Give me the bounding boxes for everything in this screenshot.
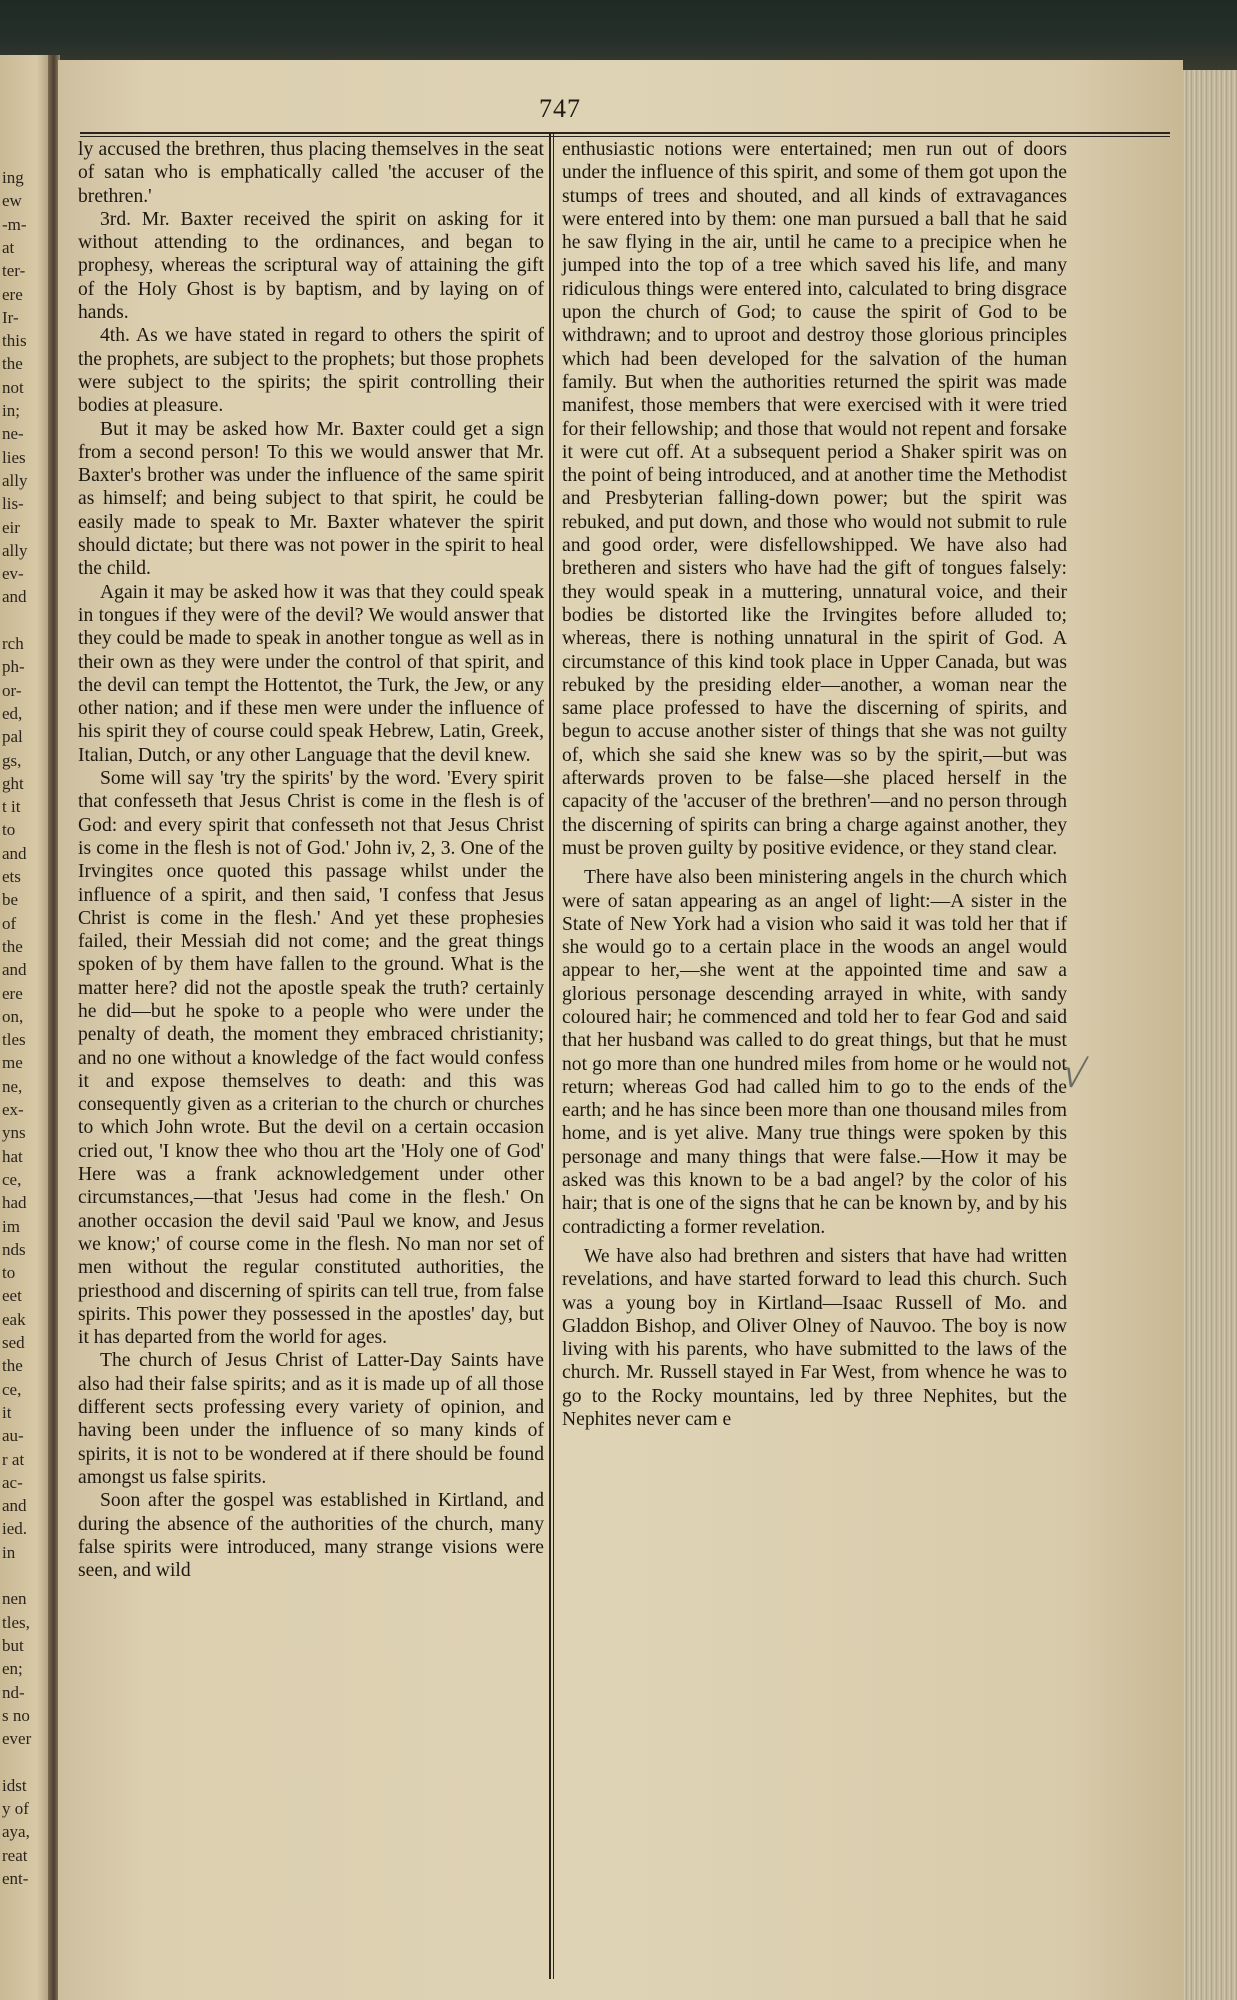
paragraph: enthusiastic notions were entertained; men run out of doors under the influence of this spirit, and some of them got upon the stumps of trees and shouted, and all kinds of extravagances were entered into by them: one man pursued a ball that he said he saw flying in the air, until he came to a precipice when he jumped into the top of a tree which saved his life, and many ridiculous things were entered into, calculated to bring disgrace upon the church of God; to cause the spirit of God to be withdrawn; and to uproot and destroy those glorious principles which had been developed for the salvation of the human family. But when the authorities returned the spirit was made manifest, those members that were exercised with it were tried for their fellowship; and those that would not repent and forsake it were cut off. At a subsequent period a Shaker spirit was on the point of being introduced, and at another time the Methodist and Presbyterian falling-down power; but the spirit was rebuked, and put down, and those who would not submit to rule and good order, were disfellowshipped. We have also had bretheren and sisters who have had the gift of tongues falsely: they would speak in a muttering, unnatural voice, and their bodies be distorted like the Irvingites before alluded to; whereas, there is nothing unnatural in the spirit of God. A circumstance of this kind took place in Upper Canada, but was rebuked by the presiding elder—another, a woman near the same place professed to have the discerning of spirits, and begun to accuse another sister of things that she was not guilty of, which she said she knew was so by the spirit,—but was afterwards proven to be false—she placed herself in the capacity of the 'accuser of the brethren'—and no person through the discerning of spirits can bring a charge against another, they must be proven guilty by positive evidence, or they stand clear. — [562, 139, 1067, 859]
facing-page-text-fragment: ied. — [2, 1519, 28, 1539]
facing-page-text-fragment: ew — [2, 191, 22, 211]
facing-page-text-fragment: nd- — [2, 1682, 25, 1702]
facing-page-text-fragment: ne, — [2, 1076, 23, 1096]
facing-page-text-fragment: idst — [2, 1775, 27, 1795]
facing-page-text-fragment: Ir- — [2, 307, 19, 327]
facing-page-text-fragment: aya, — [2, 1822, 30, 1842]
facing-page-text-fragment: to — [2, 820, 16, 840]
facing-page-text-fragment: t it — [2, 797, 21, 817]
left-column — [78, 138, 544, 1582]
facing-page-text-fragment: ce, — [2, 1169, 22, 1189]
facing-page-text-fragment: ex- — [2, 1100, 24, 1119]
facing-page-text-fragment: in — [2, 1542, 16, 1562]
facing-page-text-fragment: me — [2, 1053, 23, 1073]
facing-page-text-fragment: reat — [2, 1845, 28, 1865]
facing-page-text-fragment: ets — [2, 867, 21, 886]
facing-page-text-fragment: ne- — [2, 424, 24, 444]
facing-page-text-fragment: eak — [2, 1309, 26, 1329]
facing-page-text-fragment: rch — [2, 634, 24, 653]
paragraph: Soon after the gospel was established in Kirtland, and during the absence of the authorities of the church, many false spirits were introduced, many strange visions were seen, and wild — [78, 1490, 544, 1582]
facing-page-text-fragment: but — [2, 1635, 24, 1655]
facing-page-text-fragment: the — [2, 936, 23, 956]
facing-page-text-fragment: yns — [2, 1123, 26, 1143]
facing-page-text-fragment: to — [2, 1263, 16, 1283]
header-rule — [80, 132, 1170, 134]
facing-page-text-fragment: en; — [2, 1659, 23, 1679]
facing-page-text-fragment: on, — [2, 1006, 24, 1026]
facing-page-text-fragment: ph- — [2, 657, 25, 677]
facing-page-text-fragment: the — [2, 1356, 23, 1376]
paragraph: The church of Jesus Christ of Latter-Day Saints have also had their false spirits; and as it is made up of all those different sects professing every variety of opinion, and having been under the influence of so many kinds of spirits, it is not to be wondered at if there should be found amongst us false spirits. — [78, 1350, 544, 1488]
paragraph: ly accused the brethren, thus placing themselves in the seat of satan who is emphatically called 'the accuser of the brethren.' — [78, 139, 544, 207]
facing-page-text-fragment: s no — [2, 1705, 30, 1725]
facing-page-text-fragment: ter- — [2, 261, 26, 281]
facing-page-text-fragment: in; — [2, 401, 20, 420]
facing-page-fragment — [0, 55, 52, 2000]
facing-page-text-fragment: ere — [2, 284, 23, 304]
facing-page-text-fragment: not — [2, 377, 24, 397]
facing-page-text-fragment: ever — [2, 1729, 32, 1749]
facing-page-text-fragment: lis- — [2, 494, 24, 514]
paragraph: Again it may be asked how it was that they could speak in tongues if they were of the devil? We would answer that they could be made to speak in another tongue as well as in their own as they were under the control of that spirit, and the devil can tempt the Hottentot, the Turk, the Jew, or any other nation; and if these men were under the influence of his spirit they of course could speak Hebrew, Latin, Greek, Italian, Dutch, or any other Language that the devil knew. — [78, 581, 544, 766]
facing-page-text-fragment: im — [2, 1216, 20, 1236]
facing-page-text-fragment: ally — [2, 540, 28, 560]
column-divider — [549, 134, 551, 1979]
facing-page-text-fragment: ere — [2, 983, 23, 1003]
facing-page-text-fragment: ally — [2, 470, 28, 490]
header-rule-thin — [80, 136, 1170, 137]
facing-page-text-fragment: it — [2, 1402, 12, 1422]
facing-page-text-fragment: and — [2, 587, 27, 607]
pencil-checkmark-icon: √ — [1057, 1049, 1090, 1099]
paragraph: Some will say 'try the spirits' by the word. 'Every spirit that confesseth that Jesus Christ is come in the flesh is of God: and every spirit that confesseth not that Jesus Christ is come in the flesh is not of God.' John iv, 2, 3. One of the Irvingites once quoted this passage whilst under the influence of a spirit, and then said, 'I confess that Jesus Christ is come in the flesh.' And yet these prophesies failed, their Messiah did not come; and the great things spoken of by them have fallen to the ground. What is the matter here? did not the apostle speak the truth? certainly he did—but he spoke to a people who were under the penalty of death, the moment they embraced christianity; and no one without a knowledge of the fact would confess it and expose themselves to death: and this was consequently given as a criterian to the church or churches to which John wrote. But the devil on a certain occasion cried out, 'I know thee who thou art the 'Holy one of God' Here was a frank acknowledgement under other circumstances,—that 'Jesus had come in the flesh.' On another occasion the devil said 'Paul we know, and Jesus we know;' of course come in the flesh. No man nor set of men without the regular constituted authorities, the priesthood and discerning of spirits can tell true, from false spirits. This power they possessed in the apostles' day, but it has departed from the world for ages. — [78, 768, 544, 1349]
facing-page-text-fragment: the — [2, 354, 23, 374]
paragraph: But it may be asked how Mr. Baxter could get a sign from a second person! To this we would answer that Mr. Baxter's brother was under the influence of the same spirit as himself; and being subject to that spirit, he could be easily made to speak to Mr. Baxter whatever the spirit should dictate; but there was not power in the spirit to heal the child. — [78, 418, 544, 580]
facing-page-text-fragment: eet — [2, 1286, 22, 1306]
page-edges — [1183, 70, 1237, 2000]
paragraph: There have also been ministering angels in the church which were of satan appearing as an angel of light:—A sister in the State of New York had a vision who said it was told her that if she would go to a certain place in the woods an angel would appear to her,—she went at the appointed time and saw a glorious personage descending arrayed in white, with sandy coloured hair; he commenced and told her to fear God and said that her husband was called to do great things, but that he must not go more than one hundred miles from home or he would not return; whereas God had called him to go to the ends of the earth; and he has since been more than one thousand miles from home, and is yet alive. Many true things were spoken by this personage and many things that were false.—How it may be asked was this known to be a bad angel? by the color of his hair; that is one of the signs that he can be known by, and by his contradicting a former revelation. — [562, 867, 1067, 1238]
facing-page-text-fragment: hat — [2, 1146, 23, 1166]
facing-page-text-fragment: and — [2, 1496, 27, 1516]
facing-page-text-fragment: ght — [2, 773, 24, 793]
facing-page-text-fragment: eir — [2, 517, 20, 537]
page-number: 747 — [539, 94, 581, 123]
paragraph: 4th. As we have stated in regard to others the spirit of the prophets, are subject to the prophets; but those prophets were subject to the spirits; the spirit controlling their bodies at pleasure. — [78, 325, 544, 417]
facing-page-text-fragment: y of — [2, 1799, 29, 1818]
facing-page-text-fragment: at — [2, 237, 15, 257]
paragraph: We have also had brethren and sisters that have had written revelations, and have started forward to lead this church. Such was a young boy in Kirtland—Isaac Russell of Mo. and Gladdon Bishop, and Oliver Olney of Nauvoo. The boy is now living with his parents, who have submitted to the laws of the church. Mr. Russell stayed in Far West, from whence he was to go to the Rocky mountains, led by three Nephites, but the Nephites never cam e — [562, 1245, 1067, 1431]
facing-page-text-fragment: nen — [2, 1589, 27, 1609]
facing-page-text-fragment: of — [2, 913, 17, 933]
column-divider-thin — [553, 134, 554, 1979]
facing-page-text-fragment: sed — [2, 1333, 25, 1352]
facing-page-text-fragment: lies — [2, 447, 26, 467]
facing-page-text-fragment: -m- — [2, 214, 27, 234]
facing-page-text-fragment: tles, — [2, 1612, 30, 1632]
facing-page-text-fragment: ce, — [2, 1379, 22, 1399]
facing-page-text-fragment: had — [2, 1193, 27, 1213]
facing-page-text-fragment: ent- — [2, 1868, 29, 1888]
facing-page-text-fragment: and — [2, 960, 27, 980]
facing-page-text-fragment: ing — [2, 168, 24, 187]
paragraph: 3rd. Mr. Baxter received the spirit on asking for it without attending to the ordinances, and began to prophesy, whereas the scriptural way of attaining the gift of the Holy Ghost is by baptism, and by laying on of hands. — [78, 208, 544, 324]
facing-page-text-fragment: ed, — [2, 703, 23, 723]
facing-page-text-fragment: and — [2, 843, 27, 863]
facing-page-text-fragment: tles — [2, 1030, 26, 1050]
facing-page-text-fragment: r at — [2, 1449, 25, 1469]
right-column — [562, 138, 1067, 1431]
facing-page-text-fragment: nds — [2, 1239, 26, 1259]
facing-page-text-fragment: or- — [2, 680, 22, 700]
facing-page-text-fragment: be — [2, 890, 19, 910]
facing-page-text-fragment: ev- — [2, 564, 24, 584]
facing-page-text-fragment: pal — [2, 727, 23, 747]
facing-page-text-fragment: au- — [2, 1426, 24, 1446]
facing-page-text-fragment: ac- — [2, 1472, 23, 1492]
facing-page-text-fragment: gs, — [2, 750, 22, 770]
facing-page-text-fragment: this — [2, 331, 27, 351]
